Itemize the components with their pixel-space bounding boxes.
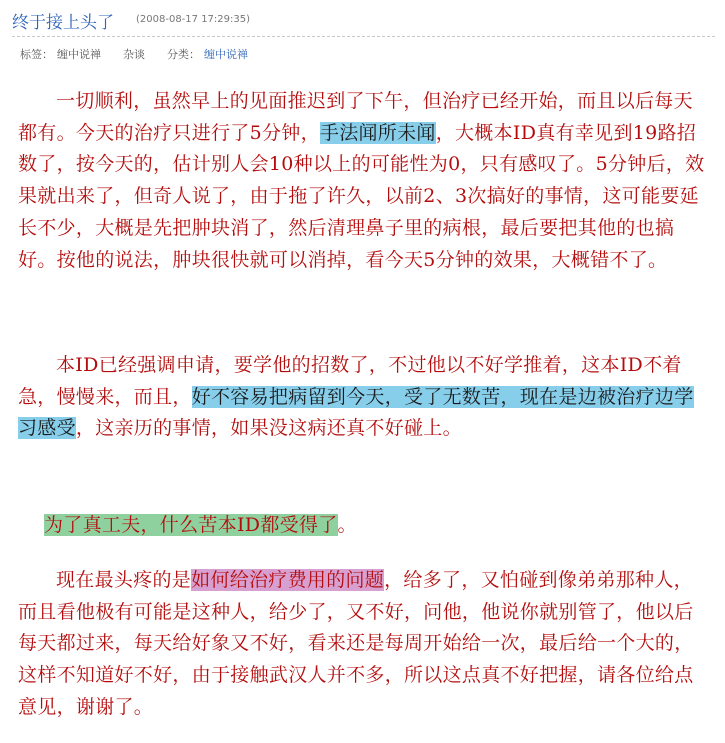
post-date: (2008-08-17 17:29:35)	[136, 14, 251, 25]
post-meta	[20, 46, 252, 62]
tag-link[interactable]: 杂谈	[123, 48, 145, 61]
highlight-blue: 手法闻所未闻	[319, 121, 436, 144]
post-title[interactable]: 终于接上头了	[12, 13, 114, 33]
category-label: 分类：	[167, 48, 200, 61]
paragraph-text: 一切顺利，虽然早上的见面推迟到了下午，但治疗已经开始，而且以后每天都有。今天的治疗只进行了5分钟，	[18, 90, 693, 144]
paragraph-text: ，这亲历的事情，如果没这病还真不好碰上。	[75, 417, 462, 440]
paragraph-3	[44, 510, 644, 542]
paragraph-text: 现在最头疼的是	[56, 569, 192, 591]
tags-label: 标签：	[20, 48, 53, 61]
paragraph-text: 本ID已经强调申请，要学他的招数了，不过他以不好学推着，这本ID不着急，慢慢来，而且，	[18, 354, 682, 408]
highlight-pink: 如何给治疗费用的问题	[191, 569, 385, 591]
post-header	[12, 6, 715, 37]
paragraph-2	[18, 350, 706, 445]
paragraph-text: ，给多了，又怕碰到像弟弟那种人，而且看他极有可能是这种人，给少了，又不好，问他，他说你就别管了，他以后每天都过来，每天给好象又不好，看来还是每周开始给一次，最后给一个大的，这样不知道好不好，由于接触武汉人并不多，所以这点真不好把握，请各位给点意见，谢谢了。	[18, 569, 694, 718]
paragraph-text: 。	[337, 514, 357, 536]
highlight-blue: 好不容易把病留到今天，受了无数苦，现在是边被治疗边学习感受	[18, 385, 694, 440]
paragraph-1	[18, 86, 706, 276]
tag-link[interactable]: 缠中说禅	[57, 48, 101, 61]
highlight-green: 为了真工夫，什么苦本ID都受得了	[44, 514, 338, 536]
paragraph-4	[18, 565, 706, 724]
category-link[interactable]: 缠中说禅	[204, 48, 248, 61]
paragraph-text: ，大概本ID真有幸见到19路招数了，按今天的，估计别人会10种以上的可能性为0，只有感叹了。5分钟后，效果就出来了，但奇人说了，由于拖了许久，以前2、3次搞好的事情，这可能要延长不少，大概是先把肿块消了，然后清理鼻子里的病根，最后要把其他的也搞好。按他的说法，肿块很快就可以消掉，看今天5分钟的效果，大概错不了。	[18, 121, 705, 271]
